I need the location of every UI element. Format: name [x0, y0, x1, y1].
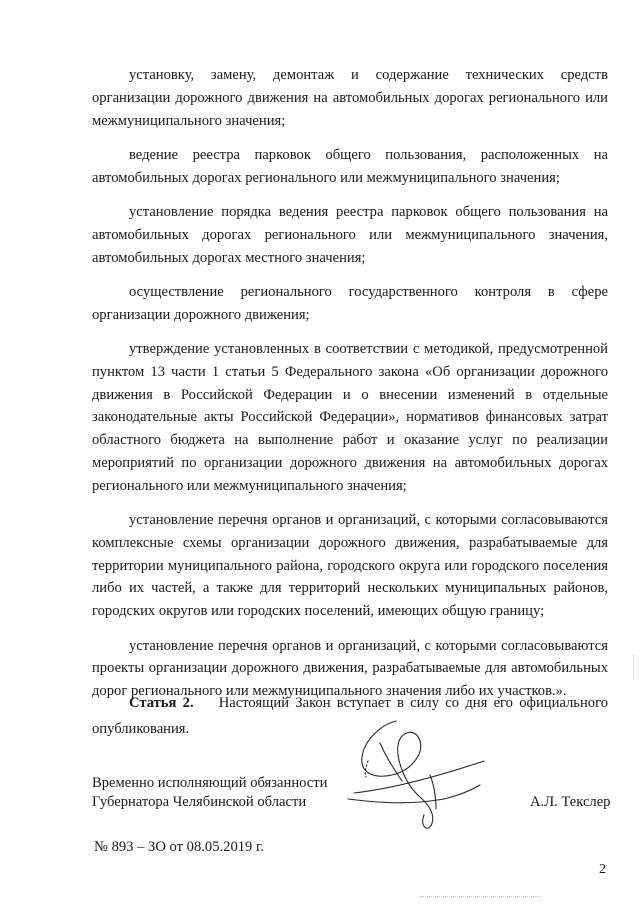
scan-artifact-edge — [633, 655, 636, 679]
law-body — [92, 64, 608, 703]
paragraph-registry-procedure: установление порядка ведения реестра парковок общего пользования на автомобильных дорогах регионального или межмуниципального значения, автомобильных дорогах местного значения; — [92, 203, 608, 266]
article-text: Настоящий Закон вступает в силу со дня его официального опубликования. — [92, 695, 608, 737]
paragraph-organization-projects: установление перечня органов и организаций, с которыми согласовываются проекты организации дорожного движения, разрабатываемые для автомобильных дорог регионального или межмуниципального значения либо их участков.». — [92, 637, 608, 700]
signer-title-line2: Губернатора Челябинской области — [92, 794, 307, 810]
scan-artifact-bottom — [420, 896, 540, 899]
signer-name: А.Л. Текслер — [530, 794, 611, 810]
paragraph-complex-schemes: установление перечня органов и организаций, с которыми согласовываются комплексные схемы организации дорожного движения, разрабатываемые для территории муниципального района, городского округа или городского поселения либо их частей, а также для территорий нескольких муниципальных районов, городских округов или городских поселений, имеющих общую границу; — [92, 512, 608, 620]
paragraph-financial-norms: утверждение установленных в соответствии с методикой, предусмотренной пунктом 13 части 1 статьи 5 Федерального закона «Об организации дорожного движения в Российской Федерации и о внесении изменений в отдельные законодательные акты Российской Федерации», нормативов финансовых затрат областного бюджета на выполнение работ и оказание услуг по реализации мероприятий по организации дорожного движения на автомобильных дорогах регионального или межмуниципального значения; — [92, 340, 608, 494]
law-number: № 893 – ЗО от 08.05.2019 г. — [94, 839, 264, 855]
paragraph-state-control: осуществление регионального государственного контроля в сфере организации дорожного движения; — [92, 283, 608, 323]
signer-title-line1: Временно исполняющий обязанности — [92, 775, 328, 791]
paragraph-parking-registry: ведение реестра парковок общего пользования, расположенных на автомобильных дорогах регионального или межмуниципального значения; — [92, 146, 608, 186]
signer-title — [92, 774, 327, 812]
page-number: 2 — [599, 862, 606, 877]
article-label: Статья 2. — [129, 695, 194, 711]
handwritten-signature — [340, 715, 500, 833]
paragraph-technical-means: установку, замену, демонтаж и содержание технических средств организации дорожного движения на автомобильных дорогах регионального или межмуниципального значения; — [92, 67, 608, 129]
